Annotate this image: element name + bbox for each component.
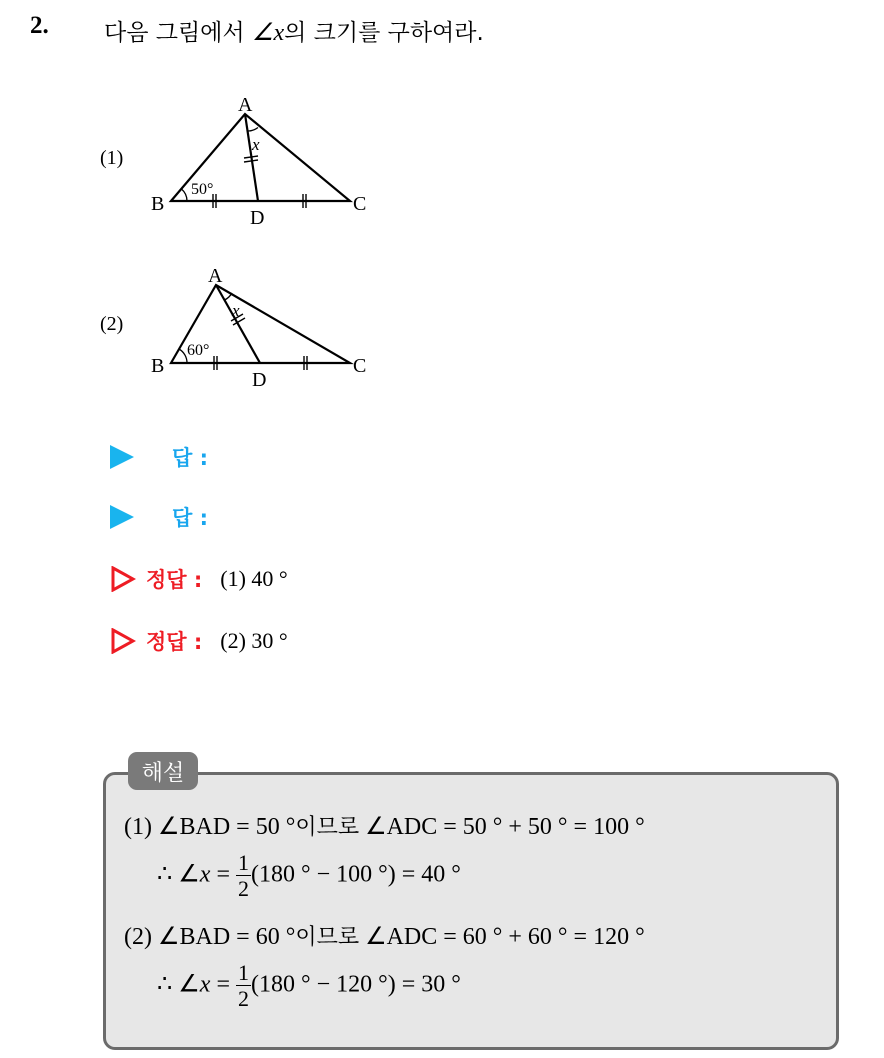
angle-b-arc <box>182 189 188 201</box>
vertex-d: D <box>252 369 267 390</box>
question-angle: ∠x <box>251 20 285 46</box>
fraction <box>236 962 251 1010</box>
vertex-b: B <box>151 355 165 377</box>
solution-korean: 이므로 <box>295 925 360 950</box>
correct-label: 정답 : <box>146 568 203 592</box>
figure-2-triangle <box>140 260 390 390</box>
fraction <box>236 852 251 900</box>
question-text-before: 다음 그림에서 <box>104 20 252 46</box>
vertex-a: A <box>208 265 223 287</box>
solution-text: (180 ° − 120 °) = 30 ° <box>251 971 461 998</box>
question-text <box>104 14 484 47</box>
angle-b-arc <box>179 349 187 363</box>
answer-label: 답 : <box>172 446 208 470</box>
correct-row-2 <box>110 624 288 658</box>
solution-korean: 이므로 <box>295 815 360 840</box>
solution-text: ∠ADC = 60 ° + 60 ° = 120 ° <box>359 924 645 950</box>
solution-var: x <box>199 861 211 888</box>
solution-text: ∠ADC = 50 ° + 50 ° = 100 ° <box>359 814 645 840</box>
outline-triangle-icon <box>110 566 136 592</box>
play-triangle-icon <box>110 505 134 529</box>
solution-text: (180 ° − 100 °) = 40 ° <box>251 861 461 888</box>
angle-b-label: 50° <box>191 181 214 198</box>
correct-value: (2) 30 ° <box>220 628 288 653</box>
solution-text: (1) ∠BAD = 50 ° <box>124 814 296 840</box>
angle-x-label: x <box>252 135 260 154</box>
tick-ad <box>244 156 258 158</box>
fraction-numerator: 1 <box>238 960 249 985</box>
solution-line-2 <box>157 852 461 900</box>
solution-text: = <box>210 861 236 888</box>
outline-triangle-icon <box>110 628 136 654</box>
fraction-numerator: 1 <box>238 850 249 875</box>
angle-x-arc <box>248 128 259 132</box>
vertex-c: C <box>353 193 367 215</box>
vertex-c: C <box>353 355 367 377</box>
angle-x-label: x <box>232 301 240 320</box>
solution-var: x <box>199 971 211 998</box>
figure-1-label: (1) <box>100 147 124 169</box>
solution-line-3 <box>124 920 645 951</box>
solution-line-4 <box>157 962 461 1010</box>
tick-ad <box>244 160 258 162</box>
angle-x-arc <box>225 293 233 300</box>
fraction-denominator: 2 <box>238 876 249 901</box>
question-number: 2. <box>30 12 49 39</box>
figure-2-label: (2) <box>100 313 124 335</box>
vertex-b: B <box>151 193 165 215</box>
correct-label: 정답 : <box>146 630 203 654</box>
solution-line-1 <box>124 810 645 841</box>
answer-row-1 <box>110 440 208 474</box>
question-text-after: 의 크기를 구하여라. <box>284 20 484 46</box>
vertex-a: A <box>238 94 253 116</box>
vertex-d: D <box>250 207 265 229</box>
figure-1-triangle <box>140 90 390 235</box>
fraction-denominator: 2 <box>238 986 249 1011</box>
solution-text: ∴ ∠ <box>157 861 200 888</box>
solution-text: (2) ∠BAD = 60 ° <box>124 924 296 950</box>
play-triangle-icon <box>110 445 134 469</box>
answer-label: 답 : <box>172 506 208 530</box>
correct-value: (1) 40 ° <box>220 566 288 591</box>
angle-b-label: 60° <box>187 342 210 359</box>
correct-row-1 <box>110 562 288 596</box>
answer-row-2 <box>110 500 208 534</box>
solution-text: ∴ ∠ <box>157 971 200 998</box>
solution-tab: 해설 <box>128 752 198 790</box>
solution-text: = <box>210 971 236 998</box>
